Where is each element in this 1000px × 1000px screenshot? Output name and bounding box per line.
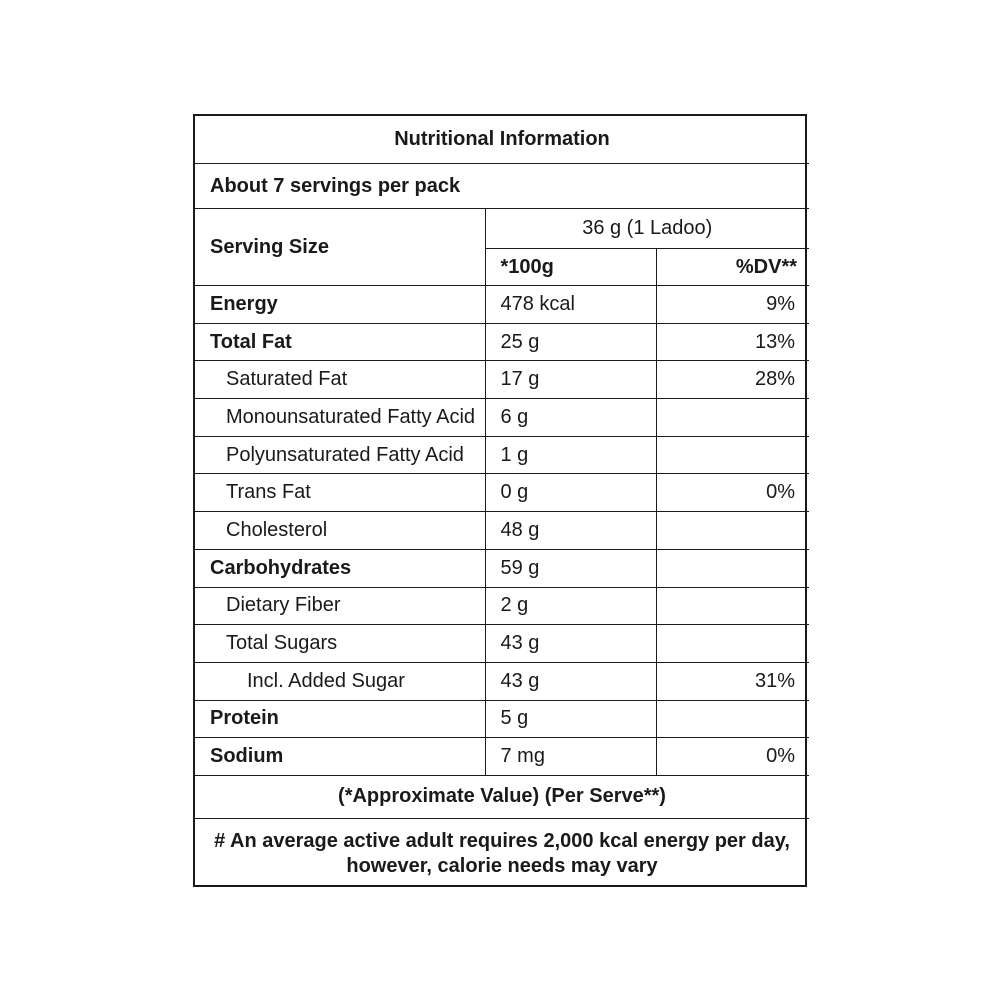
nutrient-dv: 0% bbox=[656, 738, 809, 776]
table-row bbox=[195, 625, 809, 663]
energy-note-line-1: # An average active adult requires 2,000 kcal energy per day, bbox=[214, 829, 790, 852]
nutrient-dv bbox=[656, 549, 809, 587]
nutrient-name: Polyunsaturated Fatty Acid bbox=[195, 436, 485, 474]
nutrient-value: 25 g bbox=[485, 323, 656, 361]
nutrient-value: 43 g bbox=[485, 625, 656, 663]
footnote: (*Approximate Value) (Per Serve**) bbox=[195, 775, 809, 818]
column-header-dv: %DV** bbox=[656, 249, 809, 286]
nutrient-value: 0 g bbox=[485, 474, 656, 512]
nutrient-dv bbox=[656, 700, 809, 738]
table-row bbox=[195, 361, 809, 399]
table-row bbox=[195, 738, 809, 776]
nutrient-name: Monounsaturated Fatty Acid bbox=[195, 399, 485, 437]
nutrient-name: Carbohydrates bbox=[195, 549, 485, 587]
nutrient-name: Dietary Fiber bbox=[195, 587, 485, 625]
nutrient-value: 5 g bbox=[485, 700, 656, 738]
serving-size-value: 36 g (1 Ladoo) bbox=[485, 209, 809, 249]
nutrient-name: Cholesterol bbox=[195, 512, 485, 550]
nutrition-facts-panel bbox=[193, 114, 807, 887]
nutrient-value: 2 g bbox=[485, 587, 656, 625]
table-row bbox=[195, 587, 809, 625]
nutrient-name: Sodium bbox=[195, 738, 485, 776]
serving-size-label: Serving Size bbox=[195, 209, 485, 286]
table-title: Nutritional Information bbox=[195, 116, 809, 164]
nutrient-dv bbox=[656, 512, 809, 550]
nutrient-dv: 31% bbox=[656, 662, 809, 700]
nutrient-dv bbox=[656, 399, 809, 437]
nutrient-dv: 28% bbox=[656, 361, 809, 399]
table-row bbox=[195, 512, 809, 550]
nutrient-value: 48 g bbox=[485, 512, 656, 550]
nutrient-dv: 0% bbox=[656, 474, 809, 512]
nutrient-value: 7 mg bbox=[485, 738, 656, 776]
table-row bbox=[195, 549, 809, 587]
nutrient-value: 43 g bbox=[485, 662, 656, 700]
nutrient-dv: 9% bbox=[656, 286, 809, 324]
nutrient-dv bbox=[656, 625, 809, 663]
nutrient-name: Energy bbox=[195, 286, 485, 324]
energy-note-line-2: however, calorie needs may vary bbox=[346, 854, 658, 877]
servings-per-pack: About 7 servings per pack bbox=[195, 164, 809, 209]
nutrient-dv bbox=[656, 436, 809, 474]
nutrient-dv bbox=[656, 587, 809, 625]
nutrient-name: Total Sugars bbox=[195, 625, 485, 663]
nutrient-dv: 13% bbox=[656, 323, 809, 361]
nutrient-name: Saturated Fat bbox=[195, 361, 485, 399]
nutrient-value: 6 g bbox=[485, 399, 656, 437]
energy-note bbox=[195, 818, 809, 889]
nutrient-name: Trans Fat bbox=[195, 474, 485, 512]
table-row bbox=[195, 286, 809, 324]
nutrient-value: 59 g bbox=[485, 549, 656, 587]
nutrient-name: Protein bbox=[195, 700, 485, 738]
nutrient-value: 478 kcal bbox=[485, 286, 656, 324]
nutrient-value: 17 g bbox=[485, 361, 656, 399]
nutrient-name: Total Fat bbox=[195, 323, 485, 361]
table-row bbox=[195, 662, 809, 700]
table-row bbox=[195, 436, 809, 474]
table-row bbox=[195, 323, 809, 361]
nutrition-table bbox=[195, 116, 809, 889]
table-row bbox=[195, 399, 809, 437]
nutrient-name: Incl. Added Sugar bbox=[195, 662, 485, 700]
nutrient-value: 1 g bbox=[485, 436, 656, 474]
table-row bbox=[195, 700, 809, 738]
table-row bbox=[195, 474, 809, 512]
column-header-per-100g: *100g bbox=[485, 249, 656, 286]
